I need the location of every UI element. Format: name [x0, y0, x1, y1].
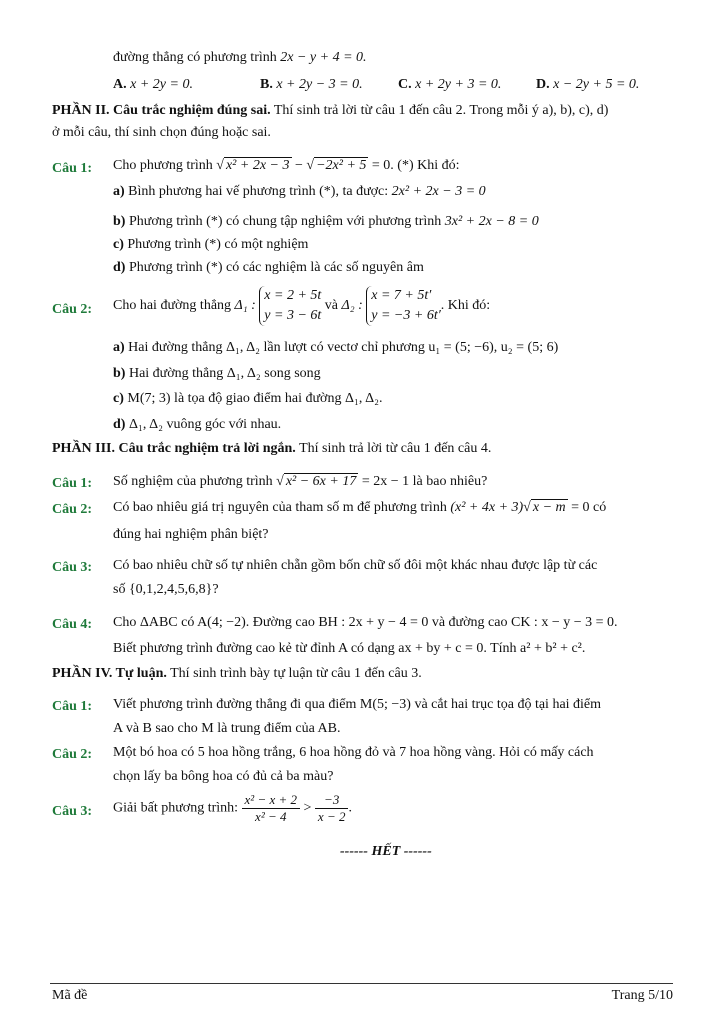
part4-q1-line2: A và B sao cho M là trung điểm của AB.	[113, 721, 341, 736]
fraction-left: $\frac{\text{x² − x + 2}}{\text{x² − 4}}$	[242, 792, 300, 825]
footer-page-number: Trang 5/10	[611, 988, 673, 1003]
part3-heading: PHẦN III. Câu trắc nghiệm trả lời ngắn. Thí sinh trả lời từ câu 1 đến câu 4.	[52, 441, 492, 456]
part3-q1-label: Câu 1:	[52, 476, 93, 491]
part3-q2-text: Có bao nhiêu giá trị nguyên của tham số m để phương trình (x² + 4x + 3)√ x − m = 0 có	[113, 500, 607, 515]
part4-q2-line2: chọn lấy ba bông hoa có đủ cả ba màu?	[113, 769, 334, 784]
part3-q4-line1: Cho ΔABC có A(4; −2). Đường cao BH : 2x + y − 4 = 0 và đường cao CK : x − y − 3 = 0.	[113, 615, 618, 630]
part2-q2-d: d) Δ₁, Δ₂ vuông góc với nhau.	[113, 417, 282, 432]
part2-q1-d: d) Phương trình (*) có các nghiệm là các số nguyên âm	[113, 260, 424, 275]
choice-b: B. x + 2y − 3 = 0.	[260, 77, 363, 92]
part2-q1-a: a) Bình phương hai vế phương trình (*), ta được: 2x² + 2x − 3 = 0	[113, 184, 486, 199]
part4-q3-text: Giải bất phương trình: $\frac{\text{x² − x + 2}}{\text{x² − 4}}$ > $\frac{-3}{x - 2}$ .	[113, 792, 352, 824]
part3-q3-line2: số {0,1,2,4,5,6,8}?	[113, 582, 219, 597]
part3-q3-label: Câu 3:	[52, 560, 93, 575]
part2-q1-b: b) Phương trình (*) có chung tập nghiệm với phương trình 3x² + 2x − 8 = 0	[113, 214, 539, 229]
footer-divider	[50, 983, 673, 984]
part4-q1-label: Câu 1:	[52, 699, 93, 714]
part2-heading: PHẦN II. Câu trắc nghiệm đúng sai. Thí sinh trả lời từ câu 1 đến câu 2. Trong mỗi ý a), b), c), d)	[52, 103, 609, 118]
part2-q2-b: b) Hai đường thẳng Δ₁, Δ₂ song song	[113, 366, 321, 381]
part2-q2-a: a) Hai đường thẳng Δ₁, Δ₂ lần lượt có vectơ chỉ phương u₁ = (5; −6), u₂ = (5; 6)	[113, 340, 559, 355]
part2-q1-label: Câu 1:	[52, 161, 93, 176]
part3-q2-line2: đúng hai nghiệm phân biệt?	[113, 527, 269, 542]
top-line: đường thẳng có phương trình 2x − y + 4 = 0.	[113, 50, 367, 65]
part3-q2-label: Câu 2:	[52, 502, 93, 517]
part3-q1-text: Số nghiệm của phương trình √ x² − 6x + 17 = 2x − 1 là bao nhiêu?	[113, 474, 488, 489]
choice-d: D. x − 2y + 5 = 0.	[536, 77, 640, 92]
part2-q1-stem: Cho phương trình √ x² + 2x − 3 − √ −2x² + 5 = 0. (*) Khi đó:	[113, 158, 460, 173]
part4-q3-label: Câu 3:	[52, 804, 93, 819]
part4-q2-line1: Một bó hoa có 5 hoa hồng trắng, 6 hoa hồng đỏ và 7 hoa hồng vàng. Hỏi có mấy cách	[113, 745, 594, 760]
fraction-right: $\frac{-3}{x - 2}$	[315, 792, 349, 825]
part2-q2-c: c) M(7; 3) là tọa độ giao điểm hai đường Δ₁, Δ₂.	[113, 391, 383, 406]
part3-q3-line1: Có bao nhiêu chữ số tự nhiên chẵn gồm bốn chữ số đôi một khác nhau được lập từ các	[113, 558, 598, 573]
part2-desc: ở mỗi câu, thí sinh chọn đúng hoặc sai.	[52, 125, 271, 140]
choice-c: C. x + 2y + 3 = 0.	[398, 77, 502, 92]
choice-a: A. x + 2y = 0.	[113, 77, 193, 92]
part3-q4-line2: Biết phương trình đường cao kẻ từ đỉnh A có dạng ax + by + c = 0. Tính a² + b² + c².	[113, 641, 586, 656]
part4-q1-line1: Viết phương trình đường thẳng đi qua điểm M(5; −3) và cắt hai trục tọa độ tại hai điểm	[113, 697, 602, 712]
footer-code-label: Mã đề	[52, 988, 88, 1003]
part4-heading: PHẦN IV. Tự luận. Thí sinh trình bày tự luận từ câu 1 đến câu 3.	[52, 666, 422, 681]
part2-q1-c: c) Phương trình (*) có một nghiệm	[113, 237, 309, 252]
part4-q2-label: Câu 2:	[52, 747, 93, 762]
part2-q2-stem: Cho hai đường thẳng Δ₁ : x = 2 + 5t y = 3 − 6t và Δ₂ : x = 7 + 5t′ y = −3 + 6t′. Khi đó:	[113, 286, 490, 326]
part2-q2-label: Câu 2:	[52, 302, 93, 317]
end-marker: ------ HẾT ------	[340, 844, 432, 859]
part3-q4-label: Câu 4:	[52, 617, 93, 632]
top-line-equation: 2x − y + 4 = 0.	[280, 50, 367, 65]
